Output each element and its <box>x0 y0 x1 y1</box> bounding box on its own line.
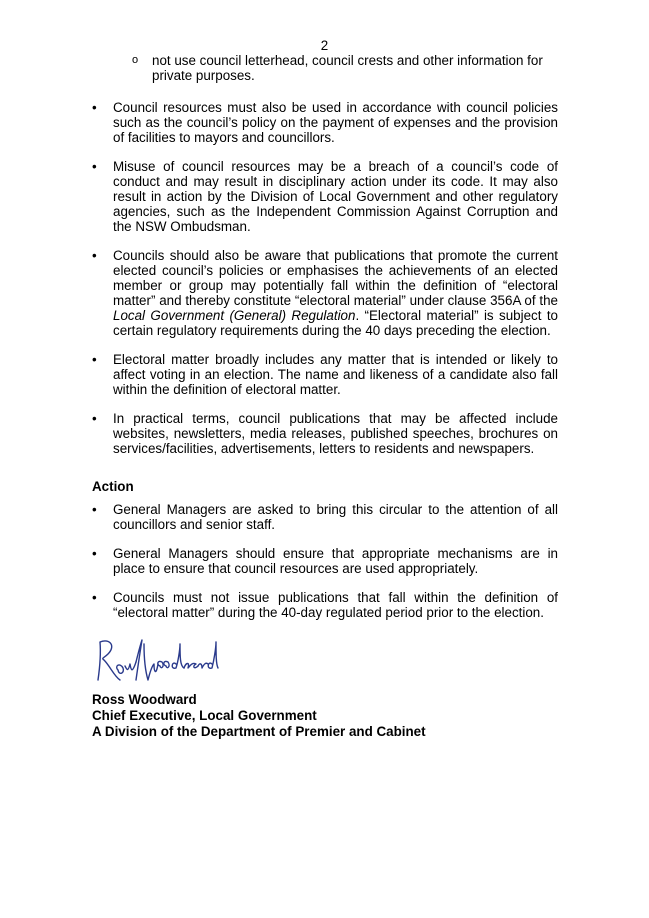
hollow-bullet-icon: o <box>132 54 139 66</box>
bullet-text: In practical terms, council publications that may be affected include websites, newsletters, media releases, published speeches, brochures on services/facilities, advertisements, letters to residents and newspapers. <box>113 411 558 456</box>
action-item <box>92 546 558 576</box>
bullet-text-part: . “Electoral material” is subject to certain regulatory requirements during the 40 days preceding the election. <box>113 308 558 338</box>
bullet-icon: • <box>92 590 97 605</box>
bullet-icon: • <box>92 100 97 115</box>
action-item-text: Councils must not issue publications that fall within the definition of “electoral matter” during the 40-day regulated period prior to the election. <box>113 590 558 620</box>
bullet-text <box>113 248 558 338</box>
bullet-text: Electoral matter broadly includes any matter that is intended or likely to affect voting in an election. The name and likeness of a candidate also fall within the definition of electoral matter. <box>113 352 558 397</box>
bullet-text: Misuse of council resources may be a breach of a council’s code of conduct and may result in disciplinary action under its code. It may also result in action by the Division of Local Government and other regulatory agencies, such as the Independent Commission Against Corruption and the NSW Ombudsman. <box>113 159 558 234</box>
bullet-icon: • <box>92 248 97 263</box>
signature <box>92 636 558 692</box>
bullet-icon: • <box>92 546 97 561</box>
document-body <box>92 53 558 740</box>
action-item <box>92 502 558 532</box>
sub-list-item <box>92 53 558 83</box>
bullet-item <box>92 100 558 145</box>
regulation-title: Local Government (General) Regulation <box>113 308 356 323</box>
signer-organisation: A Division of the Department of Premier and Cabinet <box>92 724 426 739</box>
signer-name: Ross Woodward <box>92 692 197 707</box>
signature-block <box>92 692 558 740</box>
signer-title: Chief Executive, Local Government <box>92 708 317 723</box>
action-item-text: General Managers should ensure that appropriate mechanisms are in place to ensure that council resources are used appropriately. <box>113 546 558 576</box>
bullet-item <box>92 248 558 338</box>
bullet-list <box>92 100 558 456</box>
bullet-text-part: Councils should also be aware that publications that promote the current elected council’s policies or emphasises the achievements of an elected member or group may potentially fall within the definition of “electoral matter” and thereby constitute “electoral material” under clause 356A of the <box>113 248 558 308</box>
sub-list-item-text: not use council letterhead, council crests and other information for private purposes. <box>152 53 543 83</box>
action-item-text: General Managers are asked to bring this circular to the attention of all councillors and senior staff. <box>113 502 558 532</box>
action-heading: Action <box>92 479 134 494</box>
bullet-item <box>92 411 558 456</box>
bullet-text: Council resources must also be used in accordance with council policies such as the council’s policy on the payment of expenses and the provision of facilities to mayors and councillors. <box>113 100 558 145</box>
bullet-icon: • <box>92 411 97 426</box>
bullet-icon: • <box>92 159 97 174</box>
bullet-item <box>92 352 558 397</box>
signature-icon <box>92 636 222 688</box>
page-number: 2 <box>320 38 329 53</box>
action-item <box>92 590 558 620</box>
bullet-item <box>92 159 558 234</box>
action-list <box>92 502 558 620</box>
bullet-icon: • <box>92 502 97 517</box>
bullet-icon: • <box>92 352 97 367</box>
